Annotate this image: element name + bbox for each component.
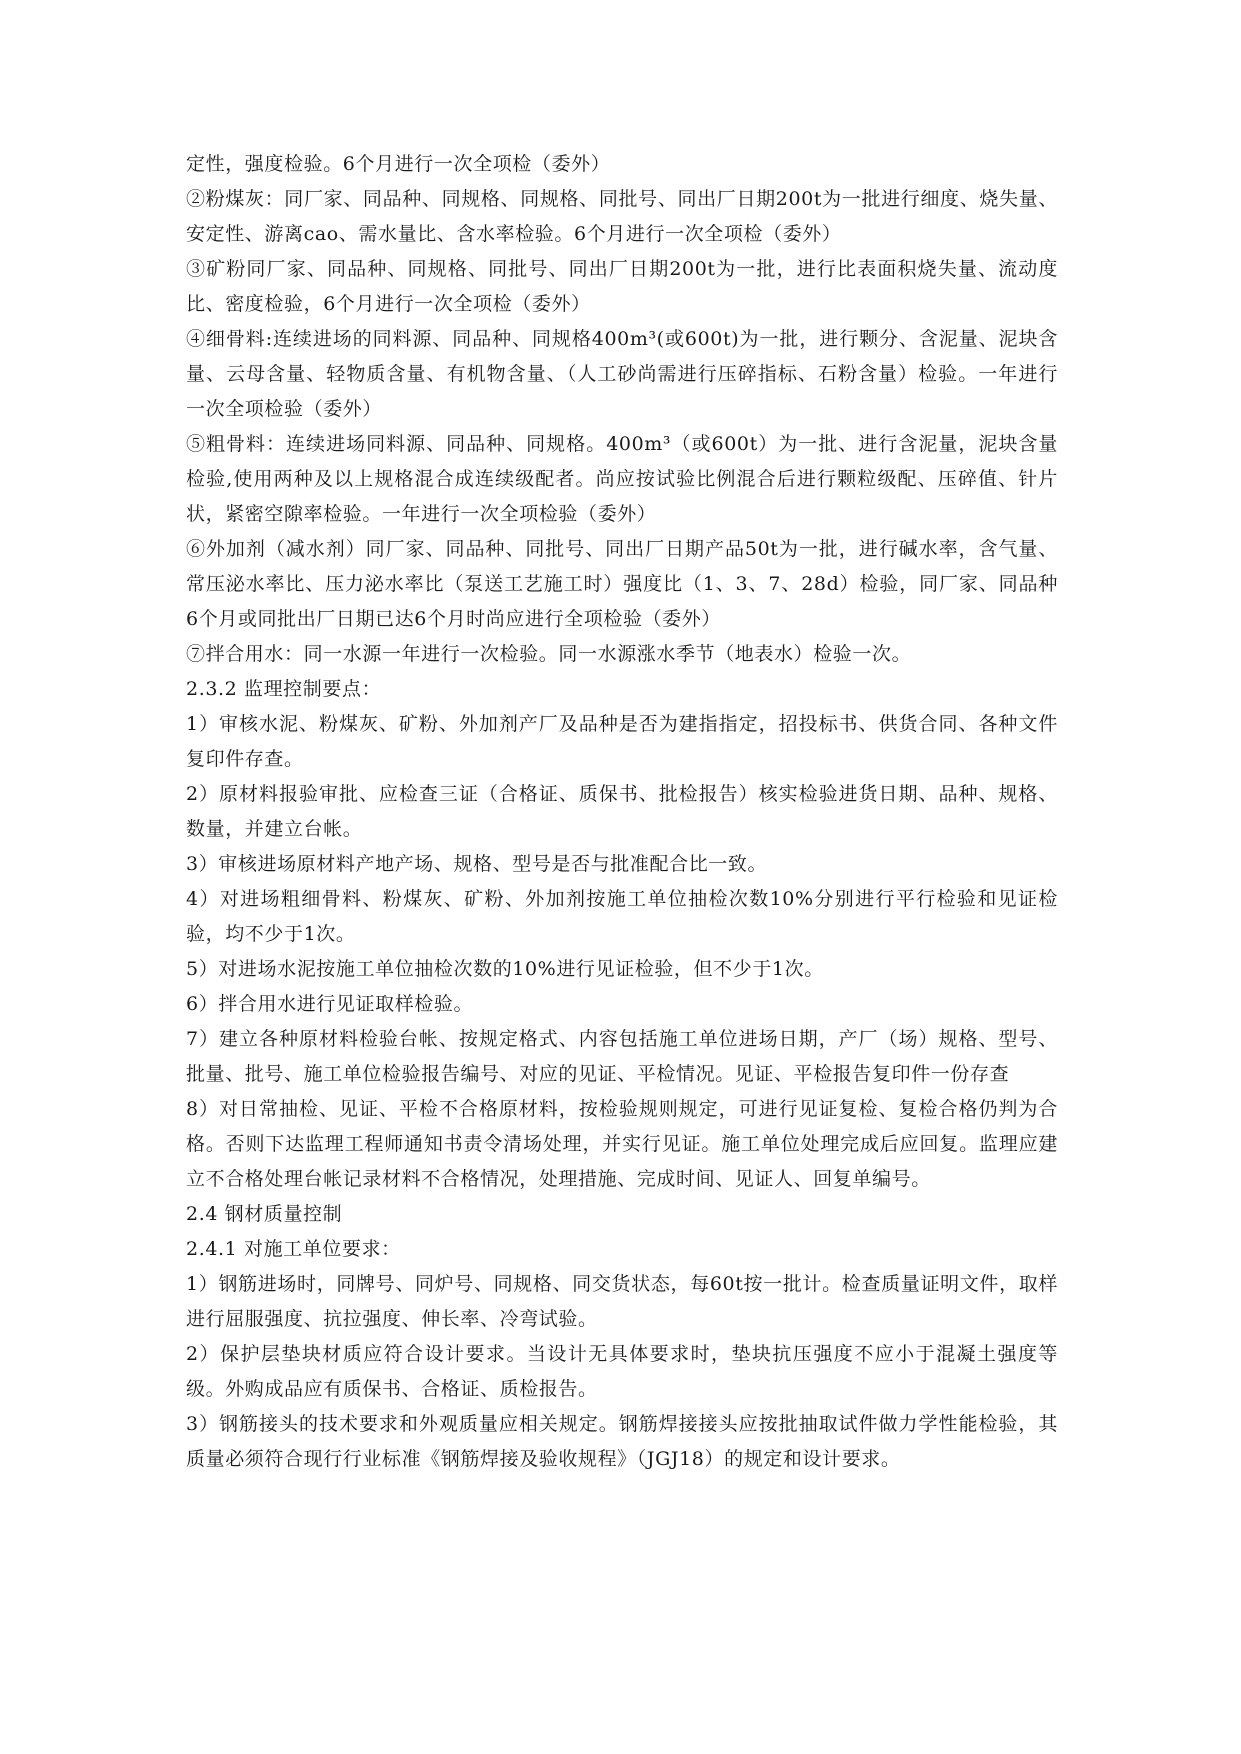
paragraph-admixture: ⑥外加剂（减水剂）同厂家、同品种、同批号、同出厂日期产品50t为一批，进行碱水率，含气量、常压泌水率比、压力泌水率比（泵送工艺施工时）强度比（1、3、7、28d）检验，同厂家、同品种6个月或同批出厂日期已达6个月时尚应进行全项检验（委外） — [186, 538, 1058, 630]
list-item-6: 6）拌合用水进行见证取样检验。 — [186, 993, 474, 1015]
section-heading-2-4: 2.4 钢材质量控制 — [186, 1203, 343, 1225]
document-body — [186, 147, 1058, 1477]
list-item-2: 2）原材料报验审批、应检查三证（合格证、质保书、批检报告）核实检验进货日期、品种、规格、数量，并建立台帐。 — [186, 783, 1058, 840]
paragraph-coarse-aggregate: ⑤粗骨料：连续进场同料源、同品种、同规格。400m³（或600t）为一批、进行含泥量，泥块含量检验,使用两种及以上规格混合成连续级配者。尚应按试验比例混合后进行颗粒级配、压碎值、针片状，紧密空隙率检验。一年进行一次全项检验（委外） — [186, 433, 1058, 525]
list-item-5: 5）对进场水泥按施工单位抽检次数的10%进行见证检验，但不少于1次。 — [186, 958, 824, 980]
steel-item-3: 3）钢筋接头的技术要求和外观质量应相关规定。钢筋焊接接头应按批抽取试件做力学性能检验，其质量必须符合现行行业标准《钢筋焊接及验收规程》（JGJ18）的规定和设计要求。 — [186, 1413, 1058, 1470]
section-heading-2-4-1: 2.4.1 对施工单位要求： — [186, 1238, 401, 1260]
paragraph-slag-powder: ③矿粉同厂家、同品种、同规格、同批号、同出厂日期200t为一批，进行比表面积烧失量、流动度比、密度检验，6个月进行一次全项检（委外） — [186, 258, 1058, 315]
list-item-1: 1）审核水泥、粉煤灰、矿粉、外加剂产厂及品种是否为建指指定，招投标书、供货合同、各种文件复印件存查。 — [186, 713, 1058, 770]
paragraph-cement-continued: 定性，强度检验。6个月进行一次全项检（委外） — [186, 153, 611, 175]
paragraph-fine-aggregate: ④细骨料:连续进场的同料源、同品种、同规格400m³(或600t)为一批，进行颗分、含泥量、泥块含量、云母含量、轻物质含量、有机物含量、（人工砂尚需进行压碎指标、石粉含量）检验。一年进行一次全项检验（委外） — [186, 328, 1058, 420]
paragraph-fly-ash: ②粉煤灰：同厂家、同品种、同规格、同规格、同批号、同出厂日期200t为一批进行细度、烧失量、安定性、游离cao、需水量比、含水率检验。6个月进行一次全项检（委外） — [186, 188, 1058, 245]
list-item-7: 7）建立各种原材料检验台帐、按规定格式、内容包括施工单位进场日期，产厂（场）规格、型号、批量、批号、施工单位检验报告编号、对应的见证、平检情况。见证、平检报告复印件一份存查 — [186, 1028, 1058, 1085]
steel-item-2: 2）保护层垫块材质应符合设计要求。当设计无具体要求时，垫块抗压强度不应小于混凝土强度等级。外购成品应有质保书、合格证、质检报告。 — [186, 1343, 1058, 1400]
steel-item-1: 1）钢筋进场时，同牌号、同炉号、同规格、同交货状态，每60t按一批计。检查质量证明文件，取样进行屈服强度、抗拉强度、伸长率、冷弯试验。 — [186, 1273, 1058, 1330]
section-heading-2-3-2: 2.3.2 监理控制要点： — [186, 678, 382, 700]
list-item-3: 3）审核进场原材料产地产场、规格、型号是否与批准配合比一致。 — [186, 853, 768, 875]
list-item-8: 8）对日常抽检、见证、平检不合格原材料，按检验规则规定，可进行见证复检、复检合格仍判为合格。否则下达监理工程师通知书责令清场处理，并实行见证。施工单位处理完成后应回复。监理应建立不合格处理台帐记录材料不合格情况，处理措施、完成时间、见证人、回复单编号。 — [186, 1098, 1058, 1190]
list-item-4: 4）对进场粗细骨料、粉煤灰、矿粉、外加剂按施工单位抽检次数10%分别进行平行检验和见证检验，均不少于1次。 — [186, 888, 1058, 945]
paragraph-mixing-water: ⑦拌合用水：同一水源一年进行一次检验。同一水源涨水季节（地表水）检验一次。 — [186, 643, 912, 665]
